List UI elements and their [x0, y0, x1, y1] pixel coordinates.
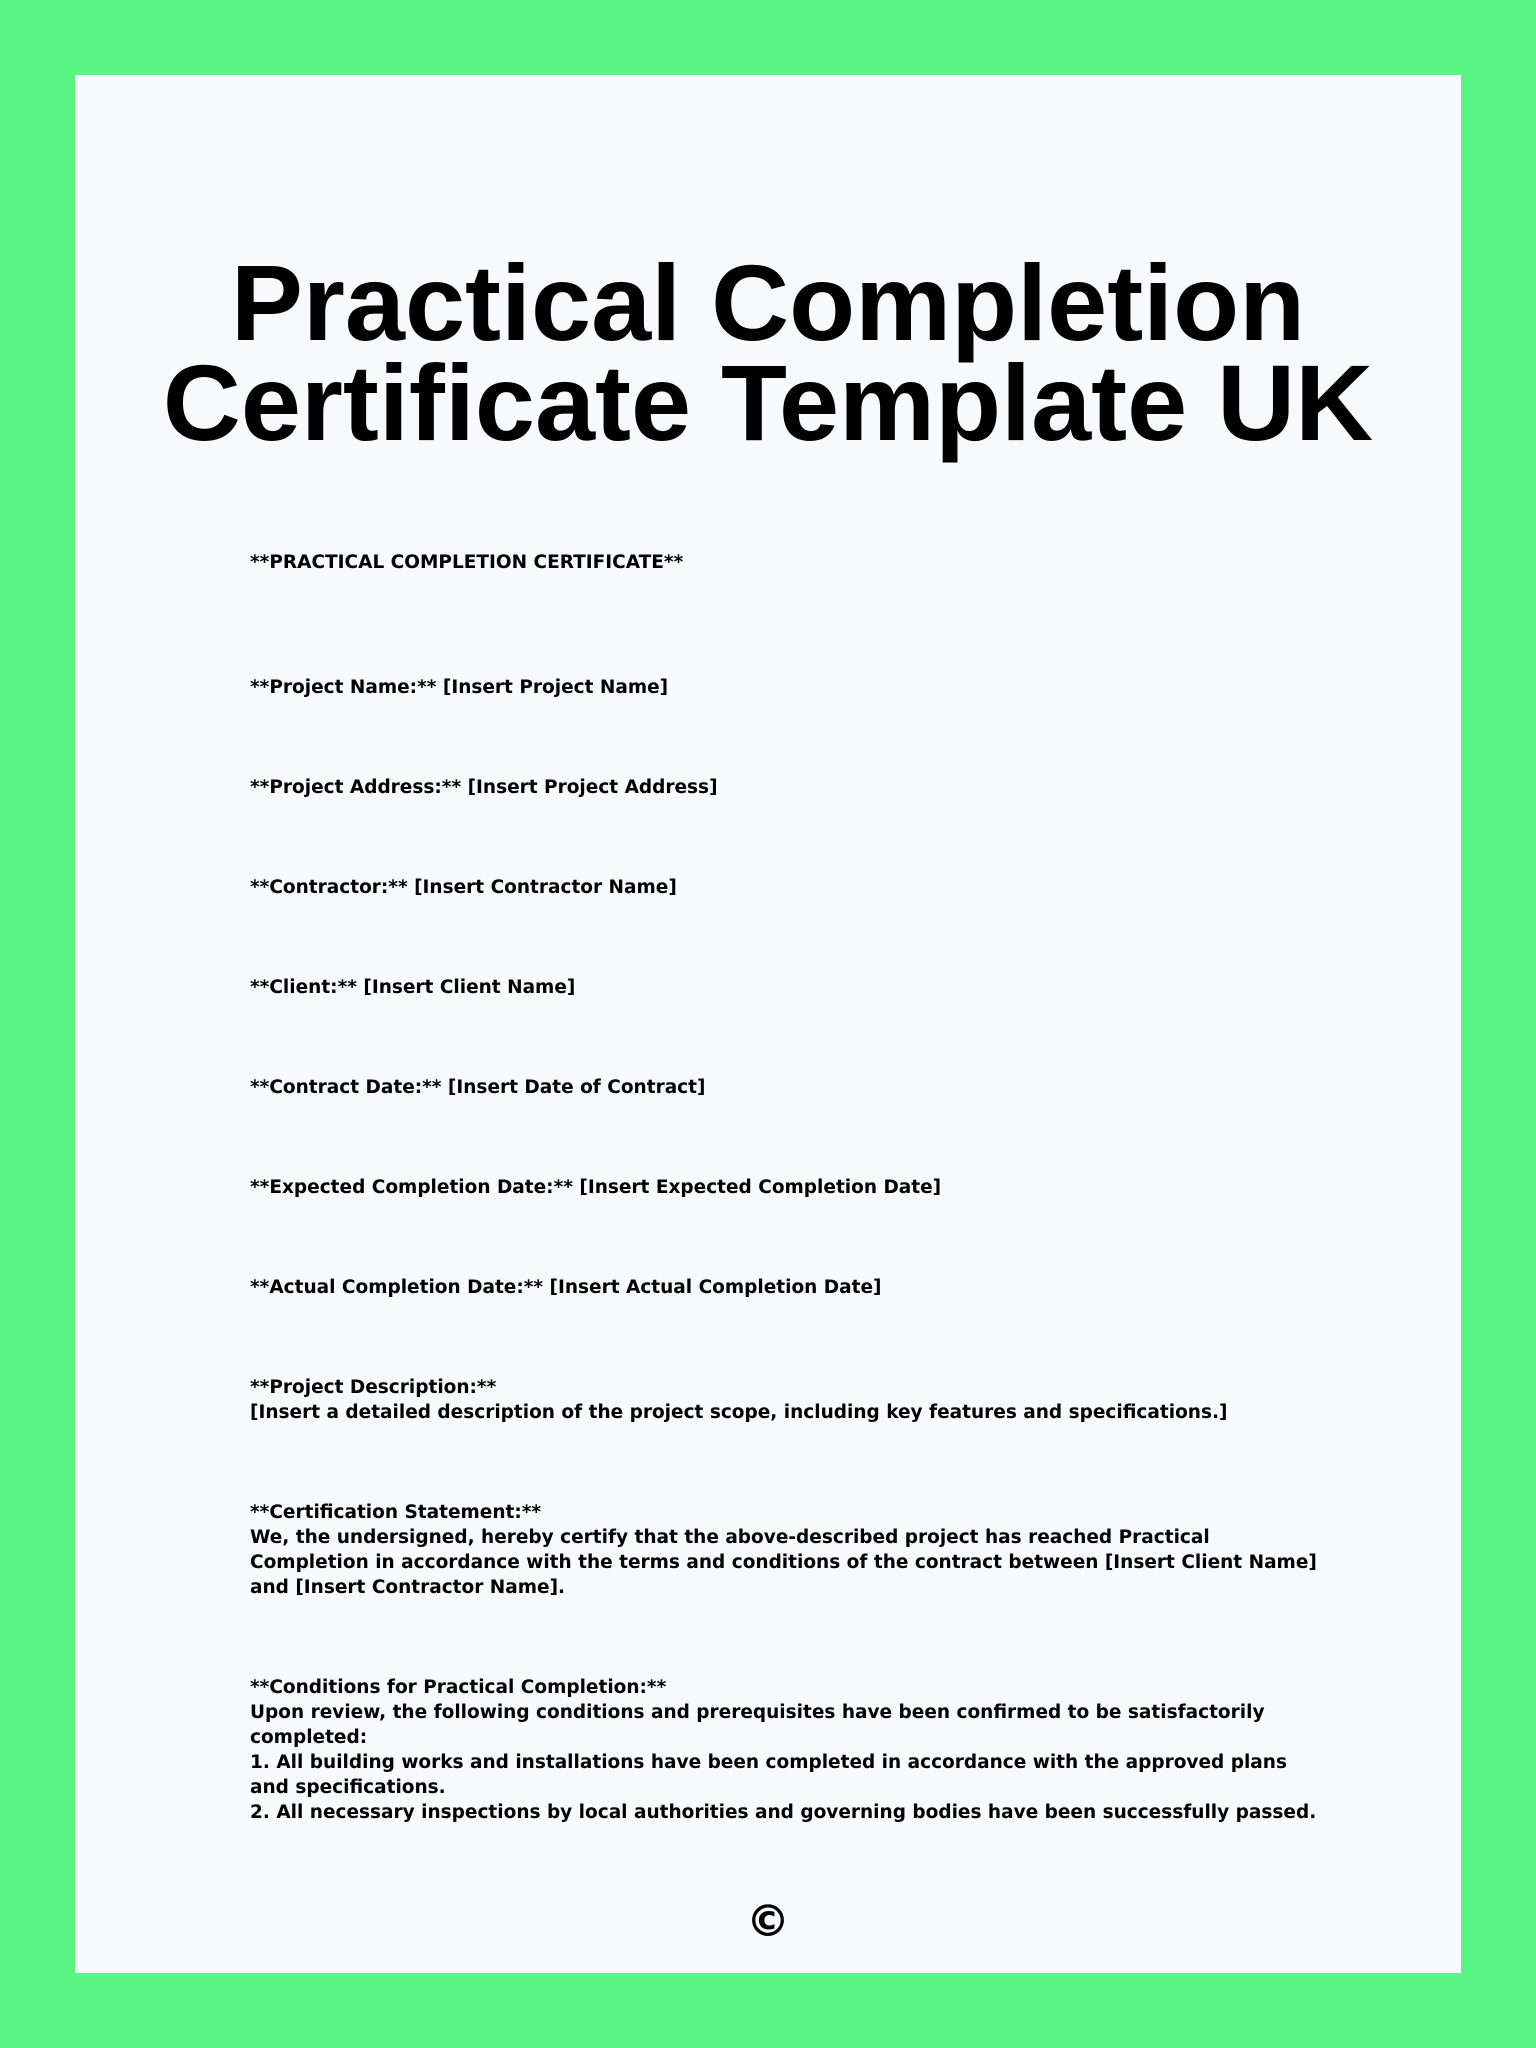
- field-actual-completion-date: **Actual Completion Date:** [Insert Actual Completion Date]: [250, 1277, 882, 1298]
- document-title: [75, 242, 1461, 463]
- document-page: [75, 75, 1461, 1973]
- conditions-label: **Conditions for Practical Completion:**: [250, 1677, 667, 1698]
- project-description-label: **Project Description:**: [250, 1377, 497, 1398]
- field-contract-date: **Contract Date:** [Insert Date of Contract]: [250, 1077, 706, 1098]
- project-description-text: [Insert a detailed description of the project scope, including key features and specifications.]: [250, 1402, 1228, 1423]
- field-contractor: **Contractor:** [Insert Contractor Name]: [250, 877, 677, 898]
- field-project-address: **Project Address:** [Insert Project Address]: [250, 777, 718, 798]
- conditions-item: 1. All building works and installations have been completed in accordance with the approved plans and specifications.: [250, 1752, 1287, 1798]
- certification-statement-label: **Certification Statement:**: [250, 1502, 542, 1523]
- certification-statement-text: We, the undersigned, hereby certify that the above-described project has reached Practical Completion in accordance with the terms and conditions of the contract between [Insert Client Name] and [Insert Contractor Name].: [250, 1527, 1317, 1598]
- section-certification-statement: [250, 1500, 1330, 1600]
- field-client: **Client:** [Insert Client Name]: [250, 977, 576, 998]
- title-line-1: Practical Completion: [230, 242, 1306, 363]
- copyright-icon: ©: [746, 1896, 790, 1947]
- section-project-description: [250, 1375, 1330, 1425]
- conditions-item: 2. All necessary inspections by local authorities and governing bodies have been successfully passed.: [250, 1802, 1317, 1823]
- title-line-2: Certificate Template UK: [162, 342, 1374, 463]
- conditions-intro: Upon review, the following conditions and prerequisites have been confirmed to be satisfactorily completed:: [250, 1702, 1265, 1748]
- section-conditions: [250, 1675, 1330, 1825]
- field-expected-completion-date: **Expected Completion Date:** [Insert Expected Completion Date]: [250, 1177, 942, 1198]
- certificate-heading: **PRACTICAL COMPLETION CERTIFICATE**: [250, 552, 684, 573]
- field-project-name: **Project Name:** [Insert Project Name]: [250, 677, 669, 698]
